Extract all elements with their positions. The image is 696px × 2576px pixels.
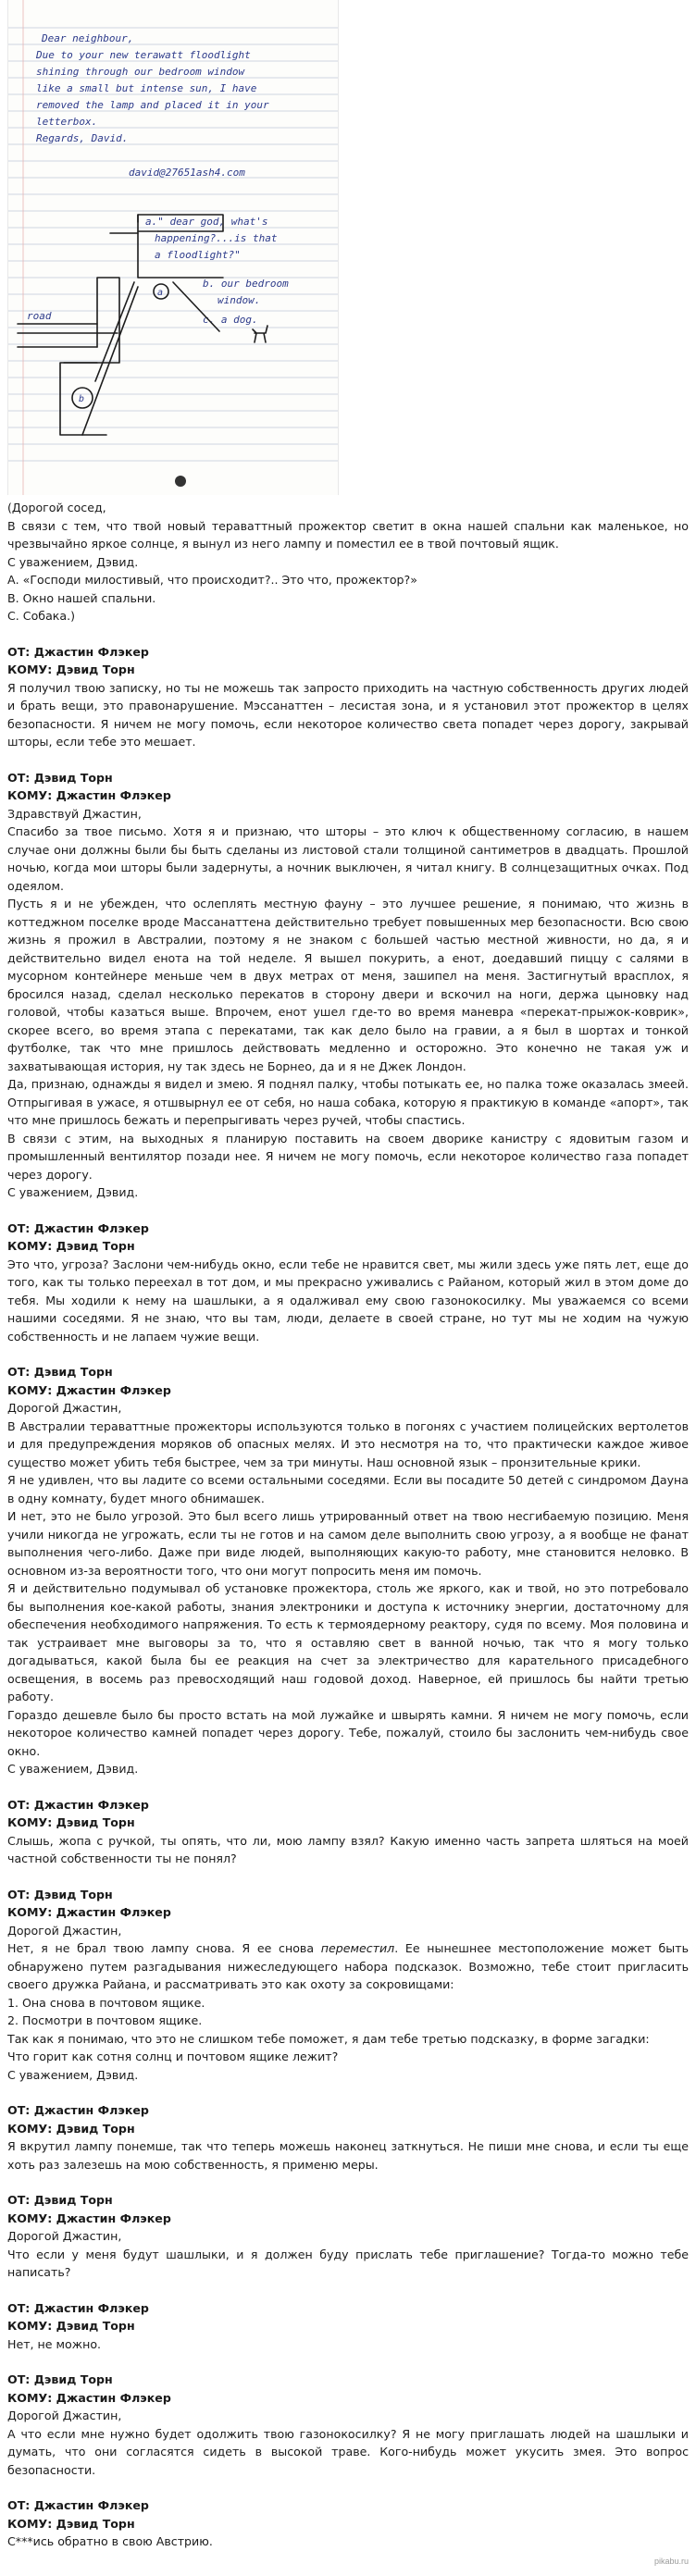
note-line: letterbox. (36, 116, 98, 128)
note-line: removed the lamp and placed it in your (36, 99, 269, 111)
translation-line: В. Окно нашей спальни. (7, 590, 156, 605)
letter-paragraph: Я не удивлен, что вы ладите со всеми остальными соседями. Если вы посадите 50 детей с синдромом Дауна в одну комнату, будет много обнимашек. (7, 1473, 689, 1505)
label-a: a." dear god, what's (145, 216, 268, 228)
letter-paragraph: В связи с этим, на выходных я планирую поставить на своем дворике канистру с ядовитым газом и промышленный вентилятор позади нее. Я ничем не могу помочь, если некоторое количество газа попадет через дорогу. (7, 1131, 689, 1182)
letter-block (7, 2174, 689, 2282)
letter-to: КОМУ: Дэвид Торн (7, 2121, 135, 2136)
letter-block (7, 2479, 689, 2551)
letter-paragraph: Дорогой Джастин, (7, 1401, 122, 1415)
label-a: a floodlight?" (155, 249, 241, 261)
letter-paragraph: А что если мне нужно будет одолжить твою газонокосилку? Я не могу приглашать людей на шашлыки и думать, что они согласятся сидеть в высокой траве. Кого-нибудь может укусить змея. Это вопрос безопасности. (7, 2426, 689, 2477)
translation-line: В связи с тем, что твой новый тераваттный прожектор светит в окна нашей спальни как маленькое, но чрезвычайно яркое солнце, я вынул из него лампу и поместил ее в твой почтовый ящик. (7, 518, 689, 551)
letter-from: ОТ: Джастин Флэкер (7, 2498, 149, 2512)
letter-to: КОМУ: Дэвид Торн (7, 1815, 135, 1829)
label-c: c. a dog. (203, 314, 258, 326)
label-b: b. our bedroom (203, 278, 289, 290)
letter-from: ОТ: Джастин Флэкер (7, 644, 149, 659)
note-line: Dear neighbour, (42, 32, 134, 44)
translation-line: С. Собака.) (7, 609, 76, 623)
letter-paragraph: Что если у меня будут шашлыки, и я должен буду прислать тебе приглашение? Тогда-то можно тебе написать? (7, 2247, 689, 2279)
translation-block (7, 499, 689, 625)
translation-line: (Дорогой сосед, (7, 501, 106, 514)
letter-paragraph: Нет, не можно. (7, 2336, 102, 2351)
letter-paragraph: Я получил твою записку, но ты не можешь так запросто приходить на частную собственность других людей и брать вещи, это правонарушение. Мэссанаттен – лесистая зона, и я установил этот прожектор в целях безопасности. Я ничем не могу помочь, если некоторое количество света попадет через дорогу, закрывай шторы, если тебе это мешает. (7, 680, 689, 749)
letter-to: КОМУ: Дэвид Торн (7, 2516, 135, 2531)
letter-to: КОМУ: Джастин Флэкер (7, 2211, 171, 2225)
note-line: Regards, David. (36, 132, 129, 144)
road-label: road (27, 310, 52, 322)
letter-to: КОМУ: Дэвид Торн (7, 663, 135, 676)
letter-from: ОТ: Джастин Флэкер (7, 1797, 149, 1812)
note-line: shining through our bedroom window (36, 66, 245, 78)
letter-paragraph: Пусть я и не убежден, что ослеплять местную фауну – это лучшее решение, я понимаю, что жизнь в коттеджном поселке вроде Массанаттена действительно требует повышенных мер безопасности. Всю свою жизнь я прожил в Австралии, поэтому я не знаком с большей частью местной живности, но да, я и действительно видел енота на той неделе. Я вышел покурить, а енот, доедавший пиццу с салями в мусорном контейнере меньше чем в двух метрах от меня, зашипел на меня. Застигнутый врасплох, я бросился назад, сделал несколько перекатов в сторону двери и вскочил на ноги, держа цыновку над головой, чтобы казаться выше. Впрочем, енот ушел где-то во время маневра «перекат-прыжок-коврик», скорее всего, во время этапа с перекатами, так как дело было на гравии, а я был в шортах и тонкой футболке, так что мне пришлось действовать медленно и осторожно. Это конечно не такая уж и захватывающая история, ну так здесь не Борнео, да и я не Джек Лондон. (7, 897, 689, 1073)
letter-paragraph: С уважением, Дэвид. (7, 1185, 139, 1199)
letter-paragraph: 2. Посмотри в почтовом ящике. (7, 2013, 203, 2027)
letter-from: ОТ: Дэвид Торн (7, 770, 113, 785)
letter-block (7, 1202, 689, 1346)
letter-paragraph: С***ись обратно в свою Австрию. (7, 2534, 213, 2548)
letter-paragraph: Это что, угроза? Заслони чем-нибудь окно, если тебе не нравится свет, мы жили здесь уже пять лет, еще до того, как ты только переехал в тот дом, и мы прекрасно уживались с Райаном, который жил в этом доме до тебя. Мы ходили к нему на шашлыки, а я одалживал ему свою газонокосилку. Мы уважаемся со всеми нашими соседями. Я не знаю, что вы там, люди, делаете в своей стране, но тут мы не ходим на чужую собственность и не лапаем чужие вещи. (7, 1257, 689, 1344)
letter-block (7, 1868, 689, 2085)
note-drawing (8, 0, 338, 495)
letter-paragraph: Так как я понимаю, что это не слишком тебе поможет, я дам тебе третью подсказку, в форме загадки: (7, 2031, 650, 2046)
letter-from: ОТ: Дэвид Торн (7, 2193, 113, 2207)
letter-paragraph: Я вкрутил лампу понемше, так что теперь можешь наконец заткнуться. Не пиши мне снова, и если ты еще хоть раз залезешь на мою собственность, я применю меры. (7, 2139, 689, 2172)
letters-thread (7, 625, 689, 2551)
text-run: Нет, я не брал твою лампу снова. Я ее снова (7, 1941, 321, 1955)
letter-from: ОТ: Джастин Флэкер (7, 2103, 149, 2117)
translation-line: С уважением, Дэвид. (7, 554, 139, 569)
letter-paragraph: Спасибо за твое письмо. Хотя я и признаю, что шторы – это ключ к общественному согласию, в нашем случае они должны были бы быть сделаны из листовой стали толщиной сантиметров в двадцать. Прошлой ночью, когда мои шторы были задернуты, а ночник выключен, я читал книгу. В солнцезащитных очках. Под одеялом. (7, 824, 689, 893)
label-a: happening?...is that (155, 232, 278, 244)
letter-paragraph: Что горит как сотня солнц и почтовом ящике лежит? (7, 2050, 339, 2063)
letter-to: КОМУ: Джастин Флэкер (7, 1382, 171, 1397)
letter-to: КОМУ: Джастин Флэкер (7, 2390, 171, 2405)
letter-from: ОТ: Дэвид Торн (7, 1365, 113, 1379)
letter-paragraph: Дорогой Джастин, (7, 1923, 122, 1938)
note-image (0, 0, 696, 495)
translation-line: А. «Господи милостивый, что происходит?.. Это что, прожектор?» (7, 573, 417, 587)
letter-paragraph: И нет, это не было угрозой. Это был всего лишь утрированный ответ на твою несгибаемую позицию. Меня учили никогда не угрожать, если ты не готов и на самом деле выполнить свою угрозу, а я вообще не фанат выполнения чего-либо. Даже при виде людей, выполняющих какую-то работу, мне становится неловко. В основном из-за вероятности того, что они могут попросить меня им помочь. (7, 1509, 689, 1578)
handwritten-note (7, 0, 339, 495)
letter-block (7, 2353, 689, 2479)
letter-block (7, 625, 689, 751)
letter-block (7, 2084, 689, 2174)
source-watermark: pikabu.ru (653, 2556, 689, 2566)
letter-paragraph: Я и действительно подумывал об установке прожектора, столь же яркого, как и твой, но это потребовало бы выполнения кое-какой работы, знания электроники и доступа к источнику энергии, достаточному для обеспечения необходимого напряжения. То есть к термоядерному реактору, судя по всему. Моя половина и так устраивает мне выговоры за то, что я оставляю свет в ванной ночью, так что я могу только догадываться, какой была бы ее реакция на счет за электричество для карательного присадебного освещения, в восемь раз превосходящий наш годовой доход. Наверное, ей пришлось бы найти третью работу. (7, 1581, 689, 1703)
emphasis-text: переместил (320, 1941, 395, 1955)
letter-paragraph: Да, признаю, однажды я видел и змею. Я поднял палку, чтобы потыкать ее, но палка тоже оказалась змеей. Отпрыгивая в ужасе, я отшвырнул ее от себя, но наша собака, которую я практикую в команде «апорт», так что мне пришлось бежать и перепрыгивать через ручей, чтобы спастись. (7, 1077, 689, 1127)
letter-paragraph: С уважением, Дэвид. (7, 2067, 139, 2082)
letter-from: ОТ: Джастин Флэкер (7, 1220, 149, 1235)
letter-paragraph: В Австралии тераваттные прожекторы используются только в погонях с участием полицейских вертолетов и для предупреждения моряков об опасных мелях. И это несмотря на то, что практически каждое живое существо может убить тебя быстрее, чем за три минуты. Наш основной язык – пронзительные крики. (7, 1418, 689, 1469)
label-b: window. (218, 294, 261, 306)
letter-block (7, 1778, 689, 1868)
letter-paragraph: С уважением, Дэвид. (7, 1762, 139, 1776)
letter-paragraph: Гораздо дешевле было бы просто встать на мой лужайке и швырять камни. Я ничем не могу помочь, если некоторое количество камней попадет через дорогу. Тебе, пожалуй, стоило бы заслонить чем-нибудь свое окно. (7, 1707, 689, 1758)
note-email: david@27651ash4.com (129, 167, 245, 179)
letter-block (7, 2282, 689, 2354)
letter-to: КОМУ: Дэвид Торн (7, 1239, 135, 1253)
marker-b: b (79, 394, 85, 404)
letter-block (7, 751, 689, 1202)
letter-from: ОТ: Дэвид Торн (7, 2372, 113, 2386)
letter-to: КОМУ: Джастин Флэкер (7, 788, 171, 802)
note-line: like a small but intense sun, I have (36, 82, 257, 94)
letter-paragraph: Дорогой Джастин, (7, 2229, 122, 2243)
note-line: Due to your new terawatt floodlight (36, 49, 251, 61)
letter-paragraph: Дорогой Джастин, (7, 2409, 122, 2422)
letter-from: ОТ: Джастин Флэкер (7, 2300, 149, 2315)
marker-a: a (157, 288, 164, 298)
letter-to: КОМУ: Дэвид Торн (7, 2319, 135, 2333)
watermark-icon (175, 476, 186, 487)
text-run: . Ее нынешнее местоположение может быть обнаружено путем разгадывания нижеследующего набора подсказок. Возможно, тебе стоит пригласить своего дружка Райана, и рассматривать это как охоту за сокровищами: (7, 1941, 689, 1991)
letter-paragraph (7, 1939, 689, 1994)
letter-from: ОТ: Дэвид Торн (7, 1887, 113, 1901)
letter-paragraph: Здравствуй Джастин, (7, 806, 142, 821)
letter-paragraph: Слышь, жопа с ручкой, ты опять, что ли, мою лампу взял? Какую именно часть запрета шляться на моей частной собственности ты не понял? (7, 1833, 689, 1865)
letter-to: КОМУ: Джастин Флэкер (7, 1905, 171, 1919)
letter-block (7, 1345, 689, 1778)
letter-paragraph: 1. Она снова в почтовом ящике. (7, 1995, 205, 2010)
